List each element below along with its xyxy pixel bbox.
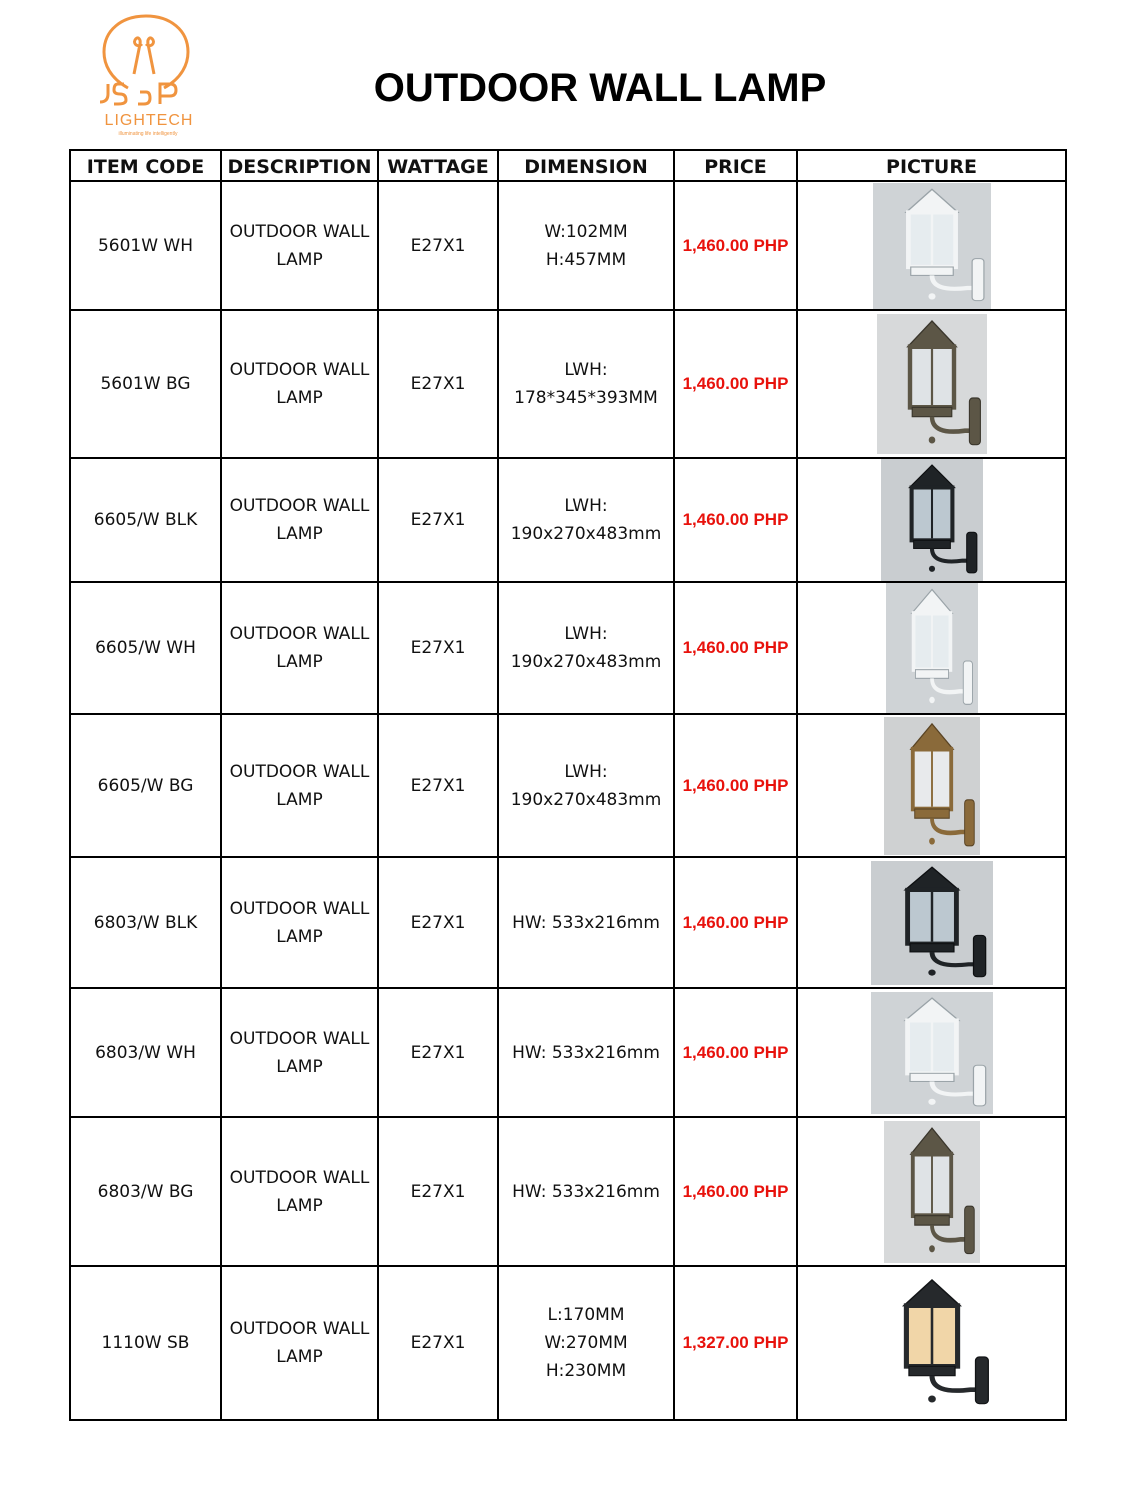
dimension-line: HW: 533x216mm <box>512 1042 660 1063</box>
description-cell <box>221 582 378 714</box>
description-line: OUTDOOR WALL <box>229 360 370 380</box>
dimension-cell <box>498 1266 674 1420</box>
logo-brand-text: LIGHTECH <box>104 112 194 129</box>
wattage-cell: E27X1 <box>378 458 498 582</box>
dimension-cell <box>498 582 674 714</box>
dimension-cell <box>498 988 674 1117</box>
description-line: OUTDOOR WALL <box>229 624 370 644</box>
lamp-photo <box>800 717 1063 855</box>
dimension-cell <box>498 1117 674 1266</box>
description-line: LAMP <box>276 1056 323 1077</box>
header-price: PRICE <box>674 150 797 181</box>
dimension-line: 190x270x483mm <box>510 524 662 544</box>
wattage-cell: E27X1 <box>378 1266 498 1420</box>
item-code-cell: 6605/W WH <box>70 582 221 714</box>
picture-cell <box>797 714 1066 857</box>
table-body <box>70 181 1066 1420</box>
bulb-logo-icon <box>88 14 208 114</box>
lamp-photo <box>800 583 1063 713</box>
picture-cell <box>797 1266 1066 1420</box>
wattage-cell: E27X1 <box>378 181 498 310</box>
item-code-cell: 6605/W BLK <box>70 458 221 582</box>
table-row <box>70 1117 1066 1266</box>
item-code-cell: 6803/W WH <box>70 988 221 1117</box>
description-cell <box>221 458 378 582</box>
header-item-code: ITEM CODE <box>70 150 221 181</box>
price-cell: 1,460.00 PHP <box>674 310 797 458</box>
table-row <box>70 181 1066 310</box>
table-header-row <box>70 150 1066 181</box>
description-cell <box>221 988 378 1117</box>
picture-cell <box>797 1117 1066 1266</box>
lamp-photo <box>800 183 1063 309</box>
description-line: OUTDOOR WALL <box>229 1028 370 1049</box>
dimension-line: W:270MM <box>544 1333 628 1353</box>
price-cell: 1,460.00 PHP <box>674 988 797 1117</box>
dimension-cell <box>498 310 674 458</box>
dimension-line: L:170MM <box>547 1305 625 1325</box>
wattage-cell: E27X1 <box>378 988 498 1117</box>
logo-tagline: illuminating life intelligently <box>118 131 178 137</box>
description-cell <box>221 857 378 988</box>
header-picture: PICTURE <box>797 150 1066 181</box>
picture-cell <box>797 857 1066 988</box>
page-title: OUTDOOR WALL LAMP <box>373 66 827 110</box>
dimension-cell <box>498 458 674 582</box>
dimension-line: W:102MM <box>544 221 628 242</box>
description-line: LAMP <box>276 926 323 947</box>
dimension-line: LWH: <box>564 624 608 644</box>
description-line: LAMP <box>276 1347 323 1367</box>
description-cell <box>221 1266 378 1420</box>
item-code-cell: 5601W WH <box>70 181 221 310</box>
wattage-cell: E27X1 <box>378 582 498 714</box>
lamp-photo <box>800 1273 1063 1413</box>
description-cell <box>221 714 378 857</box>
dimension-line: HW: 533x216mm <box>512 912 660 933</box>
price-cell: 1,460.00 PHP <box>674 181 797 310</box>
table-row <box>70 582 1066 714</box>
description-line: OUTDOOR WALL <box>229 221 370 242</box>
description-line: LAMP <box>276 524 323 544</box>
dimension-cell <box>498 181 674 310</box>
item-code-cell: 1110W SB <box>70 1266 221 1420</box>
table-row <box>70 1266 1066 1420</box>
price-cell: 1,460.00 PHP <box>674 1117 797 1266</box>
description-line: OUTDOOR WALL <box>229 1167 370 1188</box>
lamp-photo <box>800 1121 1063 1263</box>
table-row <box>70 458 1066 582</box>
picture-cell <box>797 582 1066 714</box>
dimension-cell <box>498 714 674 857</box>
dimension-line: HW: 533x216mm <box>512 1181 660 1202</box>
item-code-cell: 6803/W BG <box>70 1117 221 1266</box>
description-line: OUTDOOR WALL <box>229 1319 370 1339</box>
header-wattage: WATTAGE <box>378 150 498 181</box>
dimension-line: LWH: <box>564 360 608 380</box>
table-row <box>70 988 1066 1117</box>
dimension-cell <box>498 857 674 988</box>
dimension-line: 190x270x483mm <box>510 789 662 810</box>
picture-cell <box>797 181 1066 310</box>
description-cell <box>221 310 378 458</box>
table-row <box>70 714 1066 857</box>
dimension-line: H:230MM <box>545 1361 627 1381</box>
price-cell: 1,327.00 PHP <box>674 1266 797 1420</box>
price-cell: 1,460.00 PHP <box>674 582 797 714</box>
description-line: OUTDOOR WALL <box>229 496 370 516</box>
description-line: OUTDOOR WALL <box>229 898 370 919</box>
price-cell: 1,460.00 PHP <box>674 857 797 988</box>
company-logo <box>88 14 208 138</box>
product-table <box>69 149 1067 1421</box>
description-line: LAMP <box>276 652 323 672</box>
item-code-cell: 5601W BG <box>70 310 221 458</box>
header-dimension: DIMENSION <box>498 150 674 181</box>
wattage-cell: E27X1 <box>378 857 498 988</box>
table-row <box>70 857 1066 988</box>
dimension-line: H:457MM <box>545 249 627 270</box>
dimension-line: LWH: <box>564 761 608 782</box>
header-description: DESCRIPTION <box>221 150 378 181</box>
price-cell: 1,460.00 PHP <box>674 714 797 857</box>
item-code-cell: 6605/W BG <box>70 714 221 857</box>
lamp-photo <box>800 459 1063 581</box>
description-line: LAMP <box>276 249 323 270</box>
description-cell <box>221 181 378 310</box>
lamp-photo <box>800 861 1063 985</box>
lamp-photo <box>800 314 1063 454</box>
description-line: LAMP <box>276 388 323 408</box>
price-cell: 1,460.00 PHP <box>674 458 797 582</box>
picture-cell <box>797 310 1066 458</box>
description-line: OUTDOOR WALL <box>229 761 370 782</box>
table-row <box>70 310 1066 458</box>
picture-cell <box>797 458 1066 582</box>
description-cell <box>221 1117 378 1266</box>
dimension-line: 190x270x483mm <box>510 652 662 672</box>
description-line: LAMP <box>276 1195 323 1216</box>
dimension-line: LWH: <box>564 496 608 516</box>
wattage-cell: E27X1 <box>378 714 498 857</box>
wattage-cell: E27X1 <box>378 310 498 458</box>
dimension-line: 178*345*393MM <box>514 388 658 408</box>
item-code-cell: 6803/W BLK <box>70 857 221 988</box>
description-line: LAMP <box>276 789 323 810</box>
wattage-cell: E27X1 <box>378 1117 498 1266</box>
lamp-photo <box>800 992 1063 1114</box>
picture-cell <box>797 988 1066 1117</box>
